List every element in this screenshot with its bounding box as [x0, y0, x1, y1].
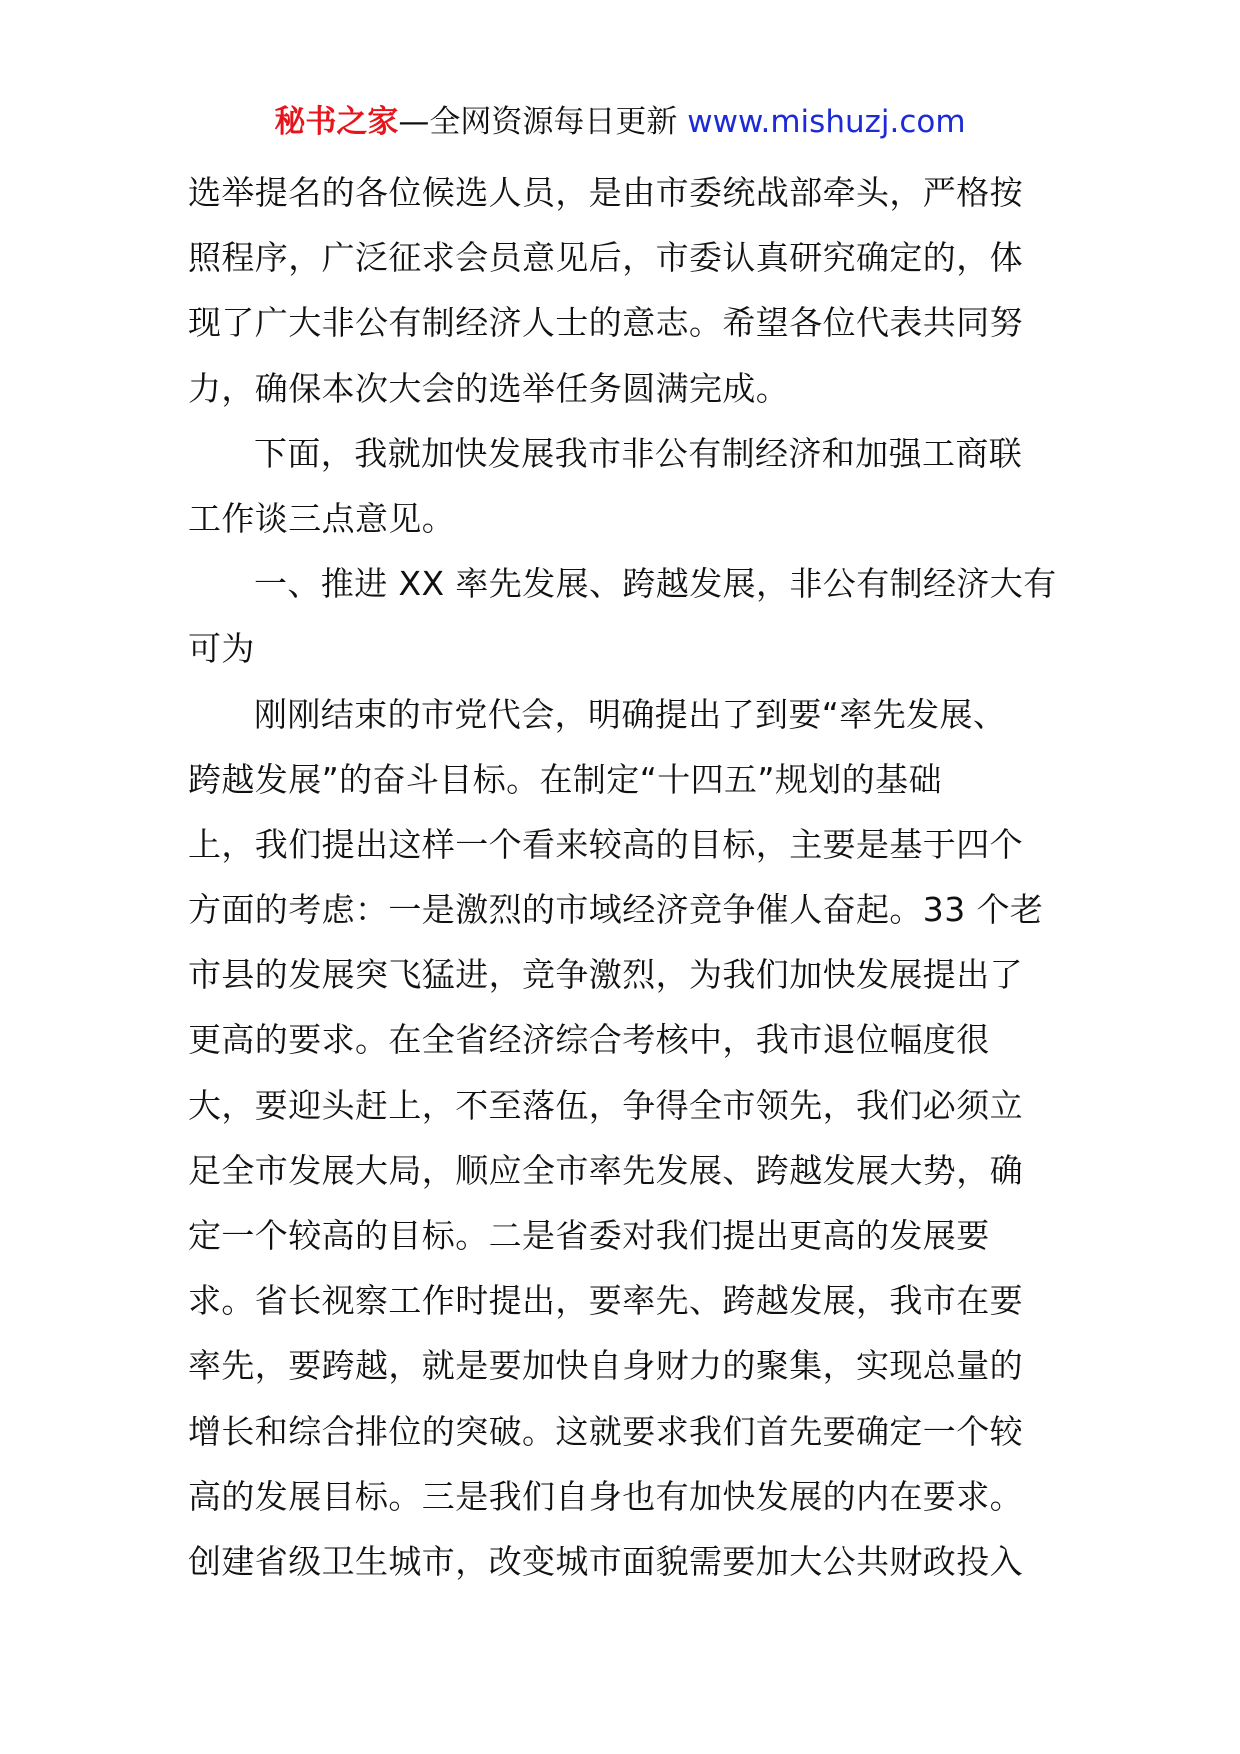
document-body — [188, 160, 1064, 1594]
text-line: 上，我们提出这样一个看来较高的目标，主要是基于四个 — [188, 824, 1023, 864]
text-line: 跨越发展”的奋斗目标。在制定“十四五”规划的基础 — [188, 759, 942, 799]
text-line: 选举提名的各位候选人员，是由市委统战部牵头，严格按 — [188, 173, 1023, 212]
text-line: 大，要迎头赶上，不至落伍，争得全市领先，我们必须立 — [188, 1085, 1023, 1125]
text-line: 刚刚结束的市党代会，明确提出了到要“率先发展、 — [254, 694, 1007, 734]
text-line: 求。省长视察工作时提出，要率先、跨越发展，我市在要 — [188, 1281, 1023, 1321]
text-line: 下面，我就加快发展我市非公有制经济和加强工商联 — [254, 433, 1023, 473]
text-line: 定一个较高的目标。二是省委对我们提出更高的发展要 — [188, 1216, 990, 1255]
text-line: 可为 — [188, 629, 255, 669]
header-tagline: —全网资源每日更新 — [398, 104, 678, 140]
text-line: 照程序，广泛征求会员意见后，市委认真研究确定的，体 — [188, 238, 1023, 278]
text-line: 更高的要求。在全省经济综合考核中，我市退位幅度很 — [188, 1020, 990, 1060]
text-line: 高的发展目标。三是我们自身也有加快发展的内在要求。 — [188, 1476, 1023, 1516]
text-line: 创建省级卫生城市，改变城市面貌需要加大公共财政投入 — [188, 1541, 1023, 1581]
text-line: 市县的发展突飞猛进，竞争激烈，为我们加快发展提出了 — [188, 955, 1023, 995]
text-line: 方面的考虑：一是激烈的市域经济竞争催人奋起。33 个老 — [188, 890, 1044, 930]
text-line: 足全市发展大局，顺应全市率先发展、跨越发展大势，确 — [188, 1150, 1023, 1190]
text-line: 率先，要跨越，就是要加快自身财力的聚集，实现总量的 — [188, 1346, 1023, 1386]
text-line: 工作谈三点意见。 — [188, 498, 456, 538]
text-line: 增长和综合排位的突破。这就要求我们首先要确定一个较 — [188, 1411, 1023, 1451]
text-line: 现了广大非公有制经济人士的意志。希望各位代表共同努 — [188, 303, 1023, 343]
text-line: 一、推进 XX 率先发展、跨越发展，非公有制经济大有 — [254, 564, 1057, 604]
page-header — [0, 100, 1240, 144]
header-brand: 秘书之家 — [274, 104, 399, 140]
text-line: 力，确保本次大会的选举任务圆满完成。 — [188, 368, 790, 408]
header-url-link[interactable]: www.mishuzj.com — [687, 104, 966, 140]
